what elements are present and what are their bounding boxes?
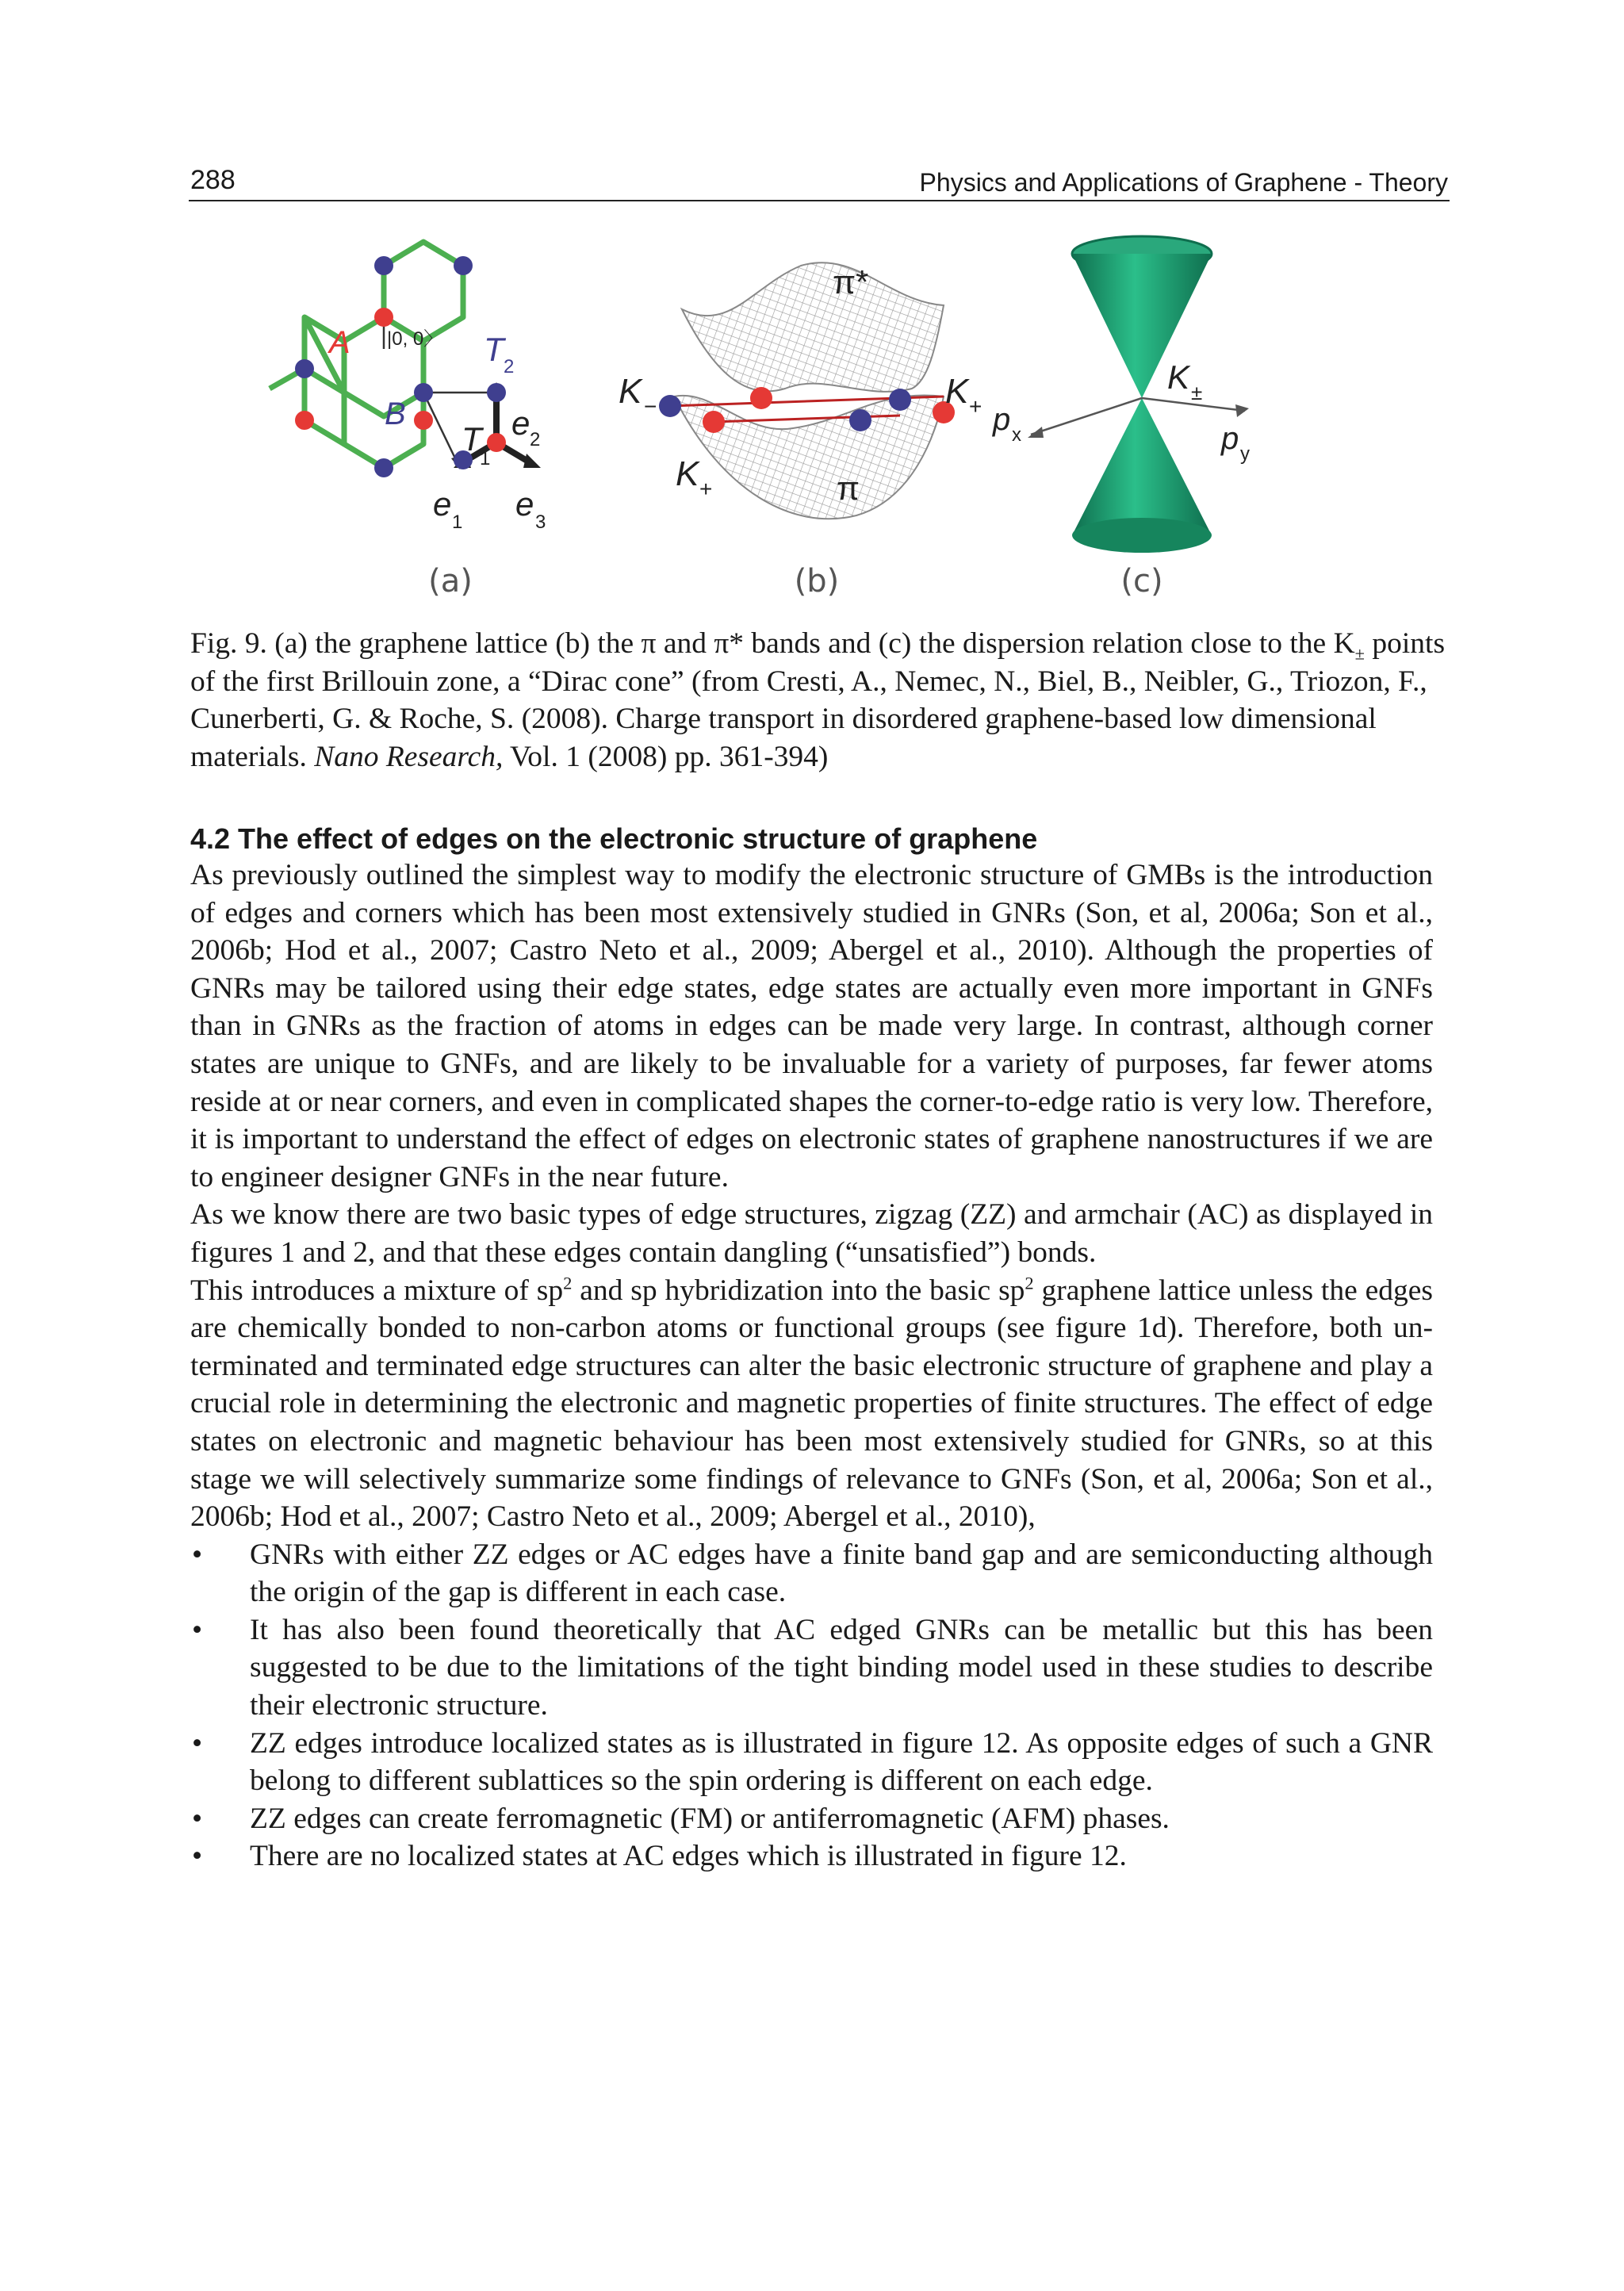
- list-item: [190, 1837, 1433, 1875]
- label-K-plus-lower: K: [676, 454, 699, 493]
- bullet-icon: •: [192, 1613, 203, 1646]
- label-e2: e: [511, 404, 530, 442]
- caption-journal: Nano Research,: [314, 740, 504, 773]
- band-structure-diagram: [619, 230, 1007, 563]
- list-item-text: It has also been found theoretically that AC edged GNRs can be metallic but this has been suggested to be due to the limitations of the tight binding model used in these studies to describe their electronic structure.: [250, 1613, 1433, 1722]
- panel-c-label: (c): [1120, 563, 1163, 600]
- list-item: [190, 1611, 1433, 1725]
- label-e3-sub: 3: [535, 511, 546, 533]
- list-item-text: ZZ edges can create ferromagnetic (FM) or antiferromagnetic (AFM) phases.: [250, 1802, 1170, 1835]
- paragraph-2: As we know there are two basic types of edge structures, zigzag (ZZ) and armchair (AC) as displayed in figures 1 and 2, and that these edges contain dangling (“unsatisfied”) bonds.: [190, 1198, 1433, 1269]
- label-K-minus: K: [619, 372, 642, 411]
- list-item-text: GNRs with either ZZ edges or AC edges have a finite band gap and are semiconducting although the origin of the gap is different in each case.: [250, 1538, 1433, 1609]
- paragraph-3: [190, 1272, 1433, 1536]
- bullet-icon: •: [192, 1802, 203, 1835]
- caption-text-2: points of the first Brillouin zone, a “Dirac cone” (from Cresti, A., Nemec, N., Biel, B., Neibler, G., Triozon, F., Cunerberti, G. & Roche, S. (2008). Charge transport in disordered graphene-based low dimensional materials.: [190, 627, 1446, 773]
- label-T1-sub: 1: [480, 448, 491, 469]
- label-T2-sub: 2: [504, 356, 515, 377]
- label-px-sub: x: [1012, 424, 1021, 446]
- caption-subscript: ±: [1354, 643, 1365, 664]
- bullet-icon: •: [192, 1726, 203, 1760]
- list-item-text: There are no localized states at AC edges which is illustrated in figure 12.: [250, 1840, 1127, 1873]
- label-ket: |0, 0〉: [387, 328, 443, 350]
- caption-text-3: Vol. 1 (2008) pp. 361-394): [503, 740, 829, 773]
- label-pi-star: π*: [833, 263, 869, 301]
- section-heading: 4.2 The effect of edges on the electronic structure of graphene: [190, 822, 1038, 855]
- label-e1: e: [433, 485, 452, 523]
- page-header: [189, 163, 1450, 201]
- bullet-icon: •: [192, 1538, 203, 1571]
- label-K-plus-lower-sub: +: [699, 477, 713, 501]
- panel-b-bands: [619, 230, 1007, 563]
- label-K-plus-right-sub: +: [969, 394, 982, 419]
- panel-a-lattice: [278, 230, 626, 563]
- list-item-text: ZZ edges introduce localized states as is illustrated in figure 12. As opposite edges of such a GNR belong to different sublattices so the spin ordering is different on each edge.: [250, 1726, 1433, 1798]
- paragraph-1: As previously outlined the simplest way to modify the electronic structure of GMBs is the introduction of edges and corners which has been most extensively studied in GNRs (Son, et al, 2006a; Son et al., 2006b; Hod et al., 2007; Castro Neto et al., 2009; Abergel et al., 2010). Although the properties of GNRs may be tailored using their edge states, edge states are actually even more important in GNFs than in GNRs as the fraction of atoms in edges can be made very large. In contrast, although corner states are unique to GNFs, and are likely to be invaluable for a variety of purposes, far fewer atoms reside at or near corners, and even in complicated shapes the corner-to-edge ratio is very low. Therefore, it is important to understand the effect of edges on electronic states of graphene nanostructures if we are to engineer designer GNFs in the near future.: [190, 859, 1433, 1193]
- findings-list: [190, 1536, 1433, 1875]
- label-e1-sub: 1: [452, 511, 463, 533]
- caption-text-1: Fig. 9. (a) the graphene lattice (b) the π and π* bands and (c) the dispersion relation close to the K: [190, 627, 1355, 660]
- dirac-cone-diagram: [993, 230, 1324, 563]
- label-e3: e: [515, 485, 534, 523]
- paragraph-3-part-c: graphene lattice unless the edges are chemically bonded to non-carbon atoms or functional groups (see figure 1d). Therefore, both un-terminated and terminated edge structures can alter the basic electronic structure of graphene and play a crucial role in determining the electronic and magnetic properties of finite structures. The effect of edge states on electronic and magnetic behaviour has been most extensively studied for GNRs, so at this stage we will selectively summarize some findings of relevance to GNFs (Son, et al, 2006a; Son et al., 2006b; Hod et al., 2007; Castro Neto et al., 2009; Abergel et al., 2010),: [190, 1274, 1433, 1534]
- label-py-sub: y: [1240, 443, 1250, 465]
- figure-caption: [190, 625, 1451, 776]
- label-pi: π: [837, 469, 860, 507]
- list-item: [190, 1536, 1433, 1611]
- paragraph-3-part-b: and sp hybridization into the basic sp: [572, 1274, 1025, 1307]
- label-A: A: [329, 325, 350, 360]
- label-K-pm-sub: ±: [1191, 381, 1203, 404]
- body-text: [190, 856, 1433, 1875]
- label-e2-sub: 2: [530, 429, 541, 450]
- label-T1: T: [462, 420, 482, 458]
- figure-9: [278, 230, 1324, 619]
- running-head: Physics and Applications of Graphene - Theory: [919, 168, 1448, 197]
- label-T2: T: [484, 331, 504, 368]
- lattice-diagram: [278, 230, 626, 563]
- label-B: B: [385, 397, 406, 431]
- label-K-plus-right: K: [945, 372, 969, 411]
- label-K-minus-sub: −: [644, 394, 657, 419]
- superscript-2: 2: [1025, 1273, 1034, 1293]
- list-item: [190, 1800, 1433, 1838]
- page-number: 288: [190, 165, 236, 195]
- paragraph-3-part-a: This introduces a mixture of sp: [190, 1274, 564, 1307]
- panel-a-label: (a): [428, 563, 473, 600]
- label-px: p: [993, 402, 1011, 437]
- label-py: p: [1221, 421, 1239, 456]
- panel-c-dirac-cone: [993, 230, 1324, 563]
- bullet-icon: •: [192, 1840, 203, 1873]
- superscript-2: 2: [563, 1273, 573, 1293]
- list-item: [190, 1725, 1433, 1800]
- panel-b-label: (b): [794, 563, 840, 600]
- label-K-pm: K: [1167, 358, 1190, 396]
